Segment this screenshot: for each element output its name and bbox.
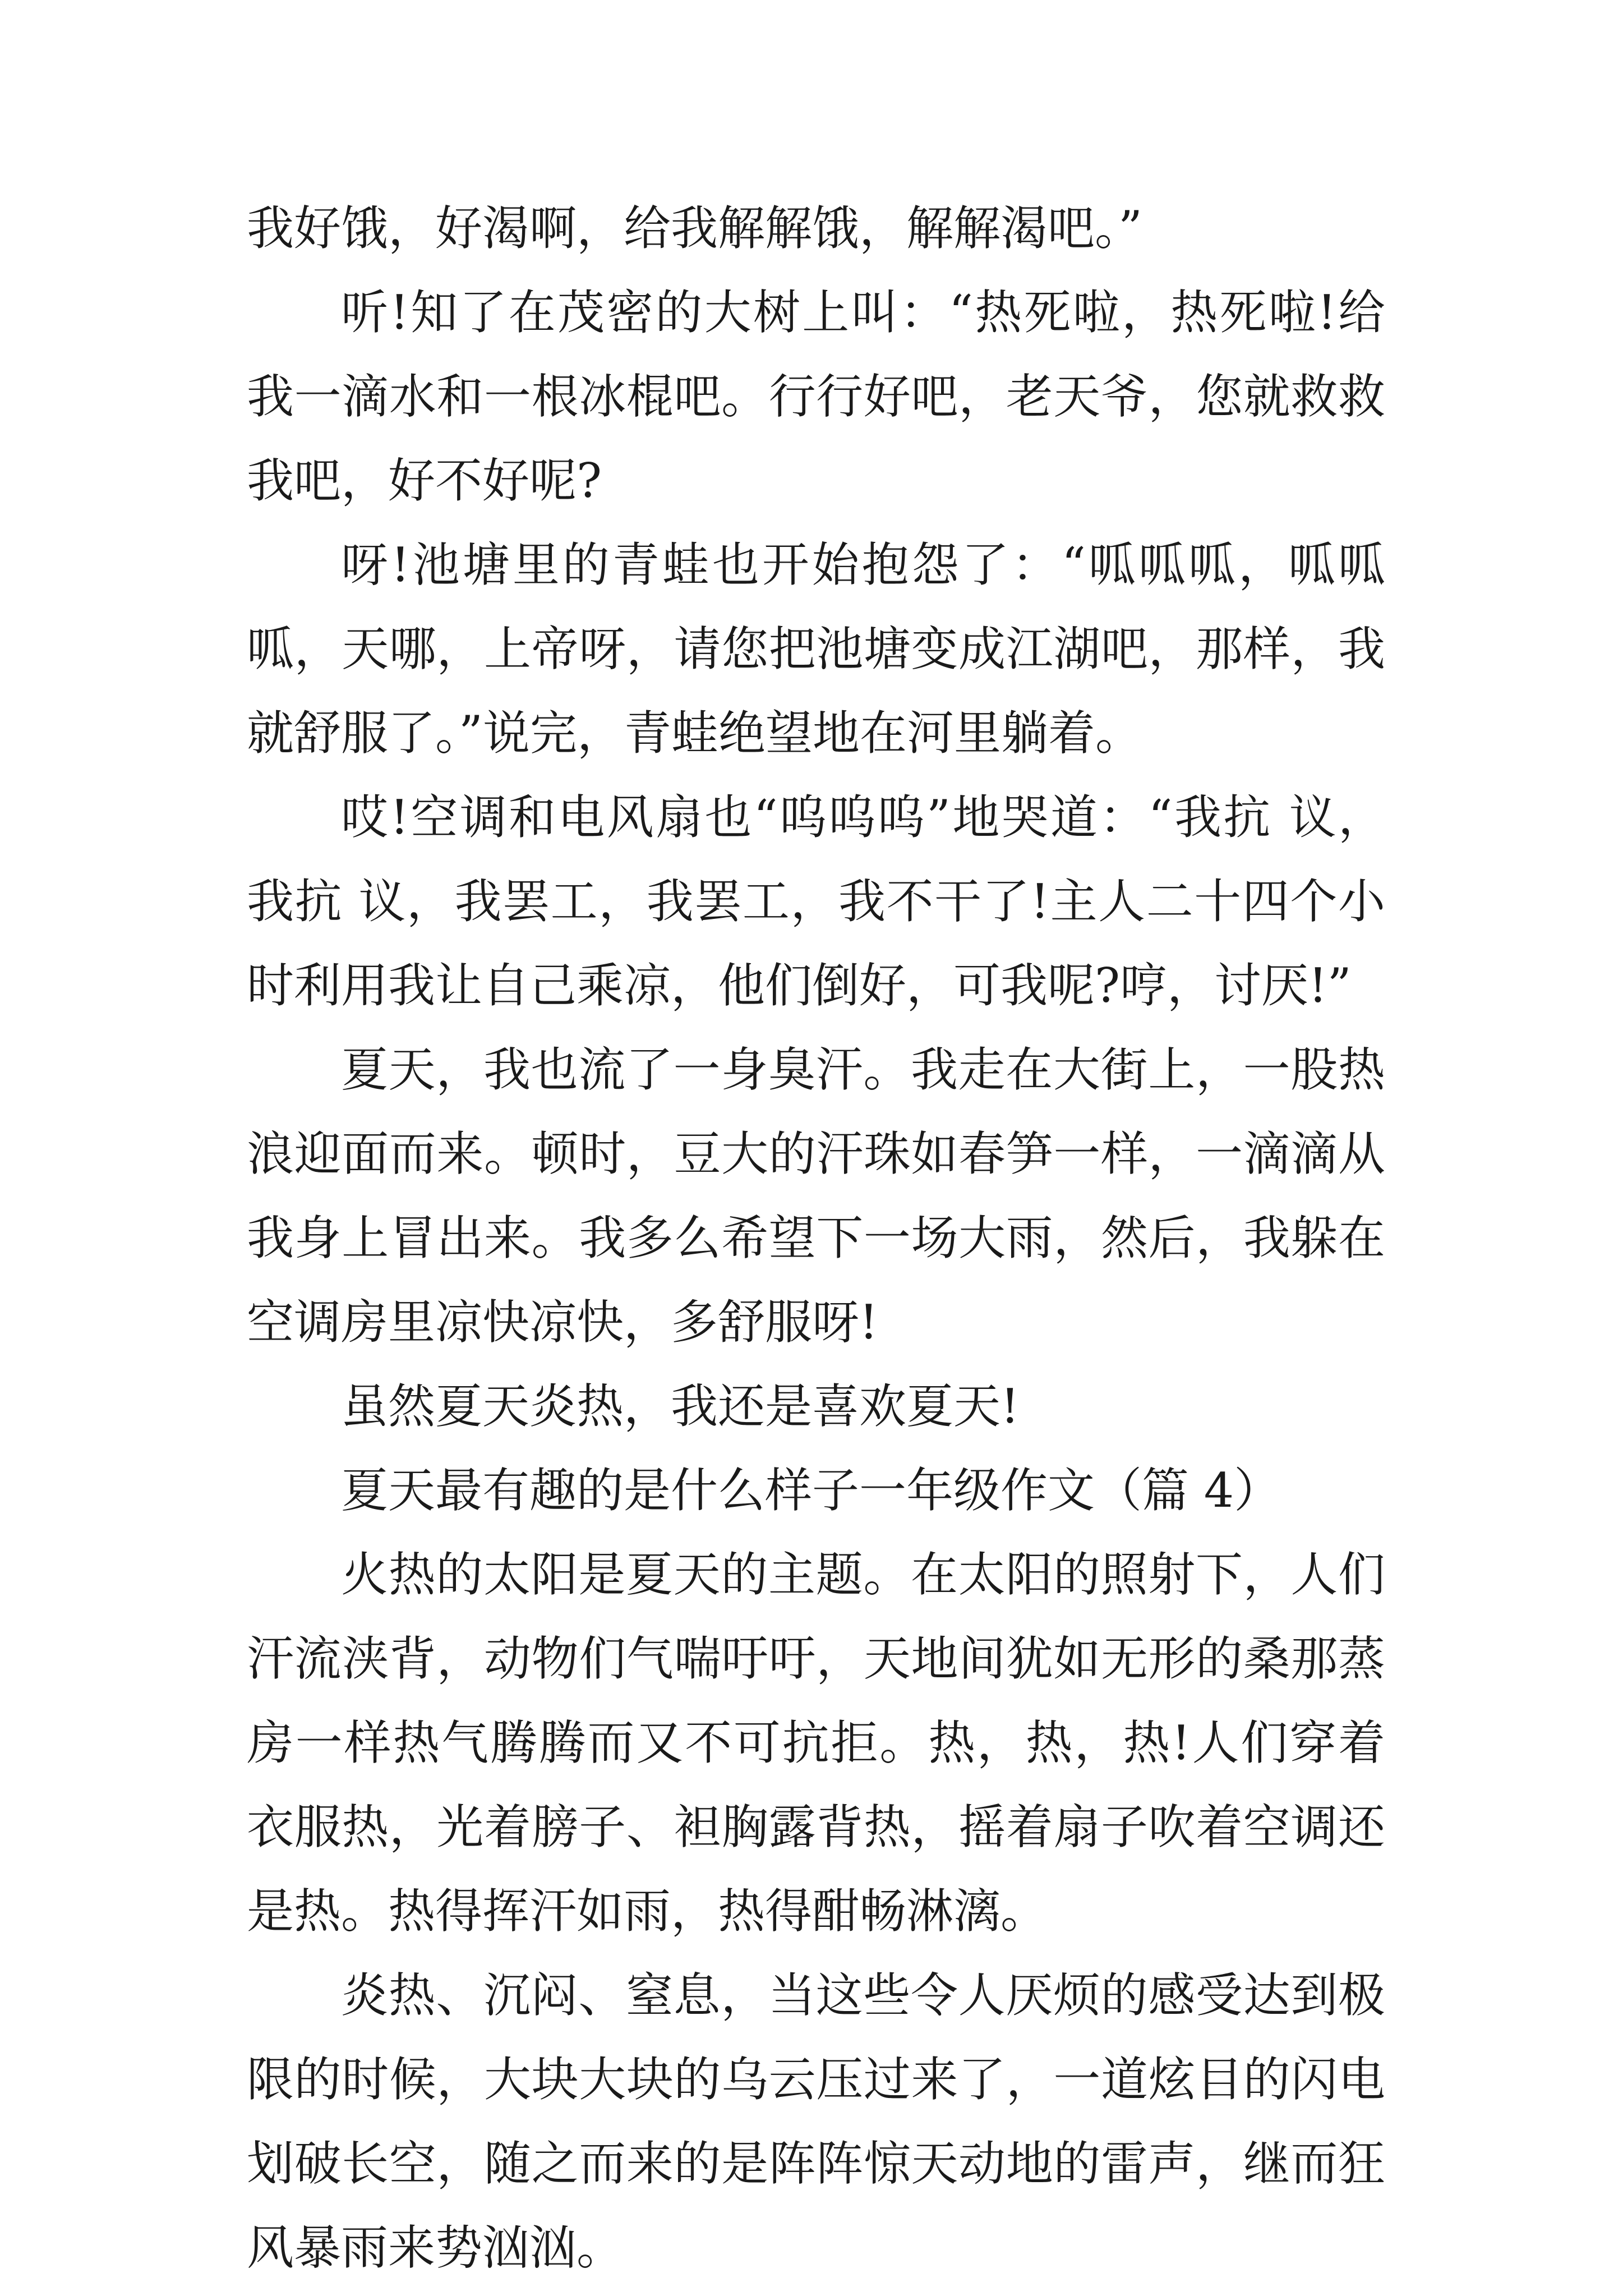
paragraph: 虽然夏天炎热，我还是喜欢夏天! [341,1379,1020,1434]
paragraph: 呀!池塘里的青蛙也开始抱怨了：“呱呱呱，呱呱呱，天哪，上帝呀，请您把池塘变成江湖吧，那样，我就舒服了。”说完，青蛙绝望地在河里躺着。 [247,537,1385,761]
paragraph: 我好饿，好渴啊，给我解解饿，解解渴吧。” [247,201,1142,256]
paragraph: 夏天，我也流了一身臭汗。我走在大街上，一股热浪迎面而来。顿时，豆大的汗珠如春笋一样，一滴滴从我身上冒出来。我多么希望下一场大雨，然后，我躲在空调房里凉快凉快，多舒服呀! [247,1042,1385,1350]
paragraph: 火热的太阳是夏天的主题。在太阳的照射下，人们汗流浃背，动物们气喘吁吁，天地间犹如无形的桑那蒸房一样热气腾腾而又不可抗拒。热，热，热!人们穿着衣服热，光着膀子、袒胸露背热，摇着扇子吹着空调还是热。热得挥汗如雨，热得酣畅淋漓。 [247,1547,1385,1939]
paragraph: 哎!空调和电风扇也“呜呜呜”地哭道：“我抗 议，我抗 议，我罢工，我罢工，我不干了!主人二十四个小时利用我让自己乘凉，他们倒好，可我呢?哼，讨厌!” [247,790,1385,1013]
section-heading: 夏天最有趣的是什么样子一年级作文（篇 4） [341,1463,1281,1518]
paragraph: 听!知了在茂密的大树上叫：“热死啦，热死啦!给我一滴水和一根冰棍吧。行行好吧，老天爷，您就救救我吧，好不好呢? [247,285,1385,508]
document-body [247,186,1385,2290]
paragraph: 炎热、沉闷、窒息，当这些令人厌烦的感受达到极限的时候，大块大块的乌云压过来了，一道炫目的闪电划破长空，随之而来的是阵阵惊天动地的雷声，继而狂风暴雨来势汹汹。 [247,1968,1385,2275]
